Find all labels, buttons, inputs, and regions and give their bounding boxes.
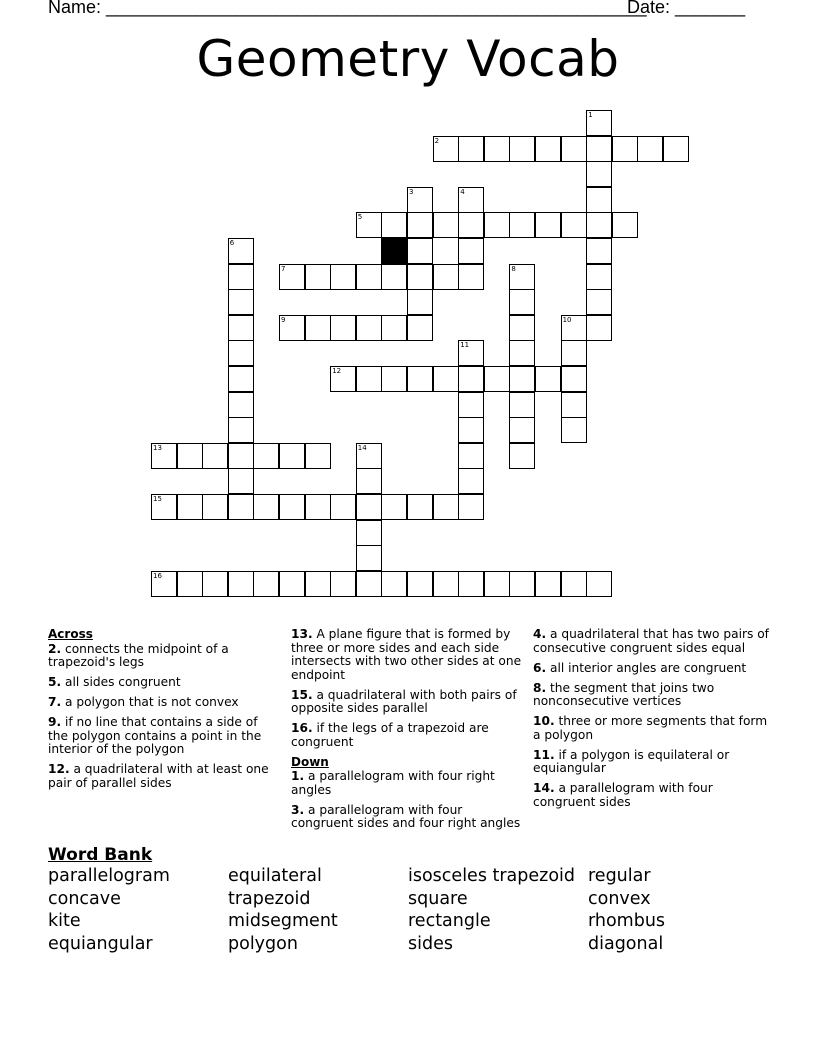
crossword-cell[interactable] bbox=[228, 468, 254, 494]
clue-across-9 bbox=[48, 716, 280, 757]
crossword-black-cell bbox=[381, 238, 407, 264]
clue-number: 10. bbox=[533, 714, 555, 728]
clue-text: a quadrilateral with at least one pair of parallel sides bbox=[48, 762, 269, 790]
crossword-cell[interactable] bbox=[458, 494, 484, 520]
crossword-cell[interactable] bbox=[151, 443, 177, 469]
clue-down-10 bbox=[533, 715, 769, 742]
word-bank-item: sides bbox=[408, 933, 453, 954]
crossword-cell[interactable] bbox=[177, 571, 203, 597]
crossword-cell[interactable] bbox=[356, 571, 382, 597]
crossword-cell[interactable] bbox=[381, 494, 407, 520]
crossword-cell[interactable] bbox=[305, 571, 331, 597]
word-bank-item: polygon bbox=[228, 933, 298, 954]
crossword-cell[interactable] bbox=[586, 238, 612, 264]
crossword-cell[interactable] bbox=[433, 136, 459, 162]
crossword-cell[interactable] bbox=[561, 366, 587, 392]
down-heading: Down bbox=[291, 754, 329, 769]
crossword-cell[interactable] bbox=[202, 571, 228, 597]
clue-number: 16. bbox=[291, 721, 313, 735]
crossword-cell[interactable] bbox=[509, 289, 535, 315]
crossword-cell[interactable] bbox=[561, 315, 587, 341]
word-bank-item: rhombus bbox=[588, 911, 666, 932]
crossword-cell[interactable] bbox=[484, 366, 510, 392]
crossword-cell[interactable] bbox=[561, 392, 587, 418]
crossword-cell[interactable] bbox=[228, 315, 254, 341]
clue-text: a parallelogram with four congruent sides bbox=[533, 781, 713, 809]
crossword-cell[interactable] bbox=[612, 136, 638, 162]
clue-number: 7. bbox=[48, 695, 62, 709]
crossword-clue-number: 11 bbox=[460, 341, 470, 350]
crossword-cell[interactable] bbox=[253, 443, 279, 469]
clue-across-12 bbox=[48, 763, 280, 790]
crossword-cell[interactable] bbox=[433, 366, 459, 392]
clue-text: a quadrilateral with both pairs of opposite sides parallel bbox=[291, 687, 517, 715]
clue-text: connects the midpoint of a trapezoid's legs bbox=[48, 641, 229, 669]
clue-text: A plane figure that is formed by three or more sides and each side intersects with two other sides at one endpoint bbox=[291, 627, 522, 682]
crossword-cell[interactable] bbox=[458, 417, 484, 443]
crossword-cell[interactable] bbox=[561, 417, 587, 443]
crossword-cell[interactable] bbox=[509, 212, 535, 238]
crossword-clue-number: 1 bbox=[588, 111, 593, 119]
crossword-cell[interactable] bbox=[279, 571, 305, 597]
crossword-clue-number: 15 bbox=[153, 495, 162, 503]
name-field-label: Name: ______________________________________________________ bbox=[48, 0, 647, 17]
crossword-cell[interactable] bbox=[279, 315, 305, 341]
clue-text: a parallelogram with four congruent sides and four right angles bbox=[291, 802, 521, 830]
crossword-cell[interactable] bbox=[458, 264, 484, 290]
crossword-clue-number: 9 bbox=[281, 315, 286, 324]
crossword-cell[interactable] bbox=[433, 571, 459, 597]
word-bank-item: kite bbox=[48, 911, 81, 932]
word-bank-title: Word Bank bbox=[48, 845, 153, 865]
crossword-cell[interactable] bbox=[458, 212, 484, 238]
clue-text: all sides congruent bbox=[65, 675, 181, 689]
crossword-cell[interactable] bbox=[586, 136, 612, 162]
crossword-cell[interactable] bbox=[381, 212, 407, 238]
crossword-cell[interactable] bbox=[228, 443, 254, 469]
clue-text: if the legs of a trapezoid are congruent bbox=[291, 721, 489, 749]
crossword-cell[interactable] bbox=[509, 136, 535, 162]
clue-text: a parallelogram with four right angles bbox=[291, 769, 495, 797]
crossword-cell[interactable] bbox=[535, 136, 561, 162]
crossword-cell[interactable] bbox=[509, 366, 535, 392]
crossword-cell[interactable] bbox=[561, 212, 587, 238]
clue-number: 12. bbox=[48, 762, 70, 776]
clue-text: if no line that contains a side of the polygon contains a point in the interior of the polygon bbox=[48, 715, 262, 756]
clue-across-5 bbox=[48, 676, 280, 690]
crossword-cell[interactable] bbox=[356, 468, 382, 494]
clues-column-1 bbox=[48, 628, 280, 797]
crossword-cell[interactable] bbox=[202, 494, 228, 520]
word-bank-item: diagonal bbox=[588, 933, 664, 954]
crossword-cell[interactable] bbox=[663, 136, 689, 162]
word-bank-item: regular bbox=[588, 866, 651, 886]
crossword-cell[interactable] bbox=[228, 238, 254, 264]
clues-column-3 bbox=[533, 628, 769, 816]
crossword-cell[interactable] bbox=[381, 315, 407, 341]
crossword-clue-number: 8 bbox=[511, 264, 516, 273]
word-bank-item: midsegment bbox=[228, 911, 338, 932]
crossword-cell[interactable] bbox=[407, 315, 433, 341]
crossword-cell[interactable] bbox=[458, 136, 484, 162]
crossword-cell[interactable] bbox=[458, 187, 484, 213]
crossword-cell[interactable] bbox=[484, 571, 510, 597]
crossword-clue-number: 5 bbox=[357, 213, 363, 222]
crossword-cell[interactable] bbox=[509, 417, 535, 443]
crossword-cell[interactable] bbox=[151, 571, 177, 597]
crossword-cell[interactable] bbox=[561, 136, 587, 162]
clue-text: the segment that joins two nonconsecutive vertices bbox=[533, 680, 715, 708]
crossword-cell[interactable] bbox=[228, 571, 254, 597]
crossword-cell[interactable] bbox=[356, 264, 382, 290]
clue-text: a polygon that is not convex bbox=[65, 695, 239, 709]
crossword-cell[interactable] bbox=[330, 494, 356, 520]
crossword-cell[interactable] bbox=[586, 187, 612, 213]
word-bank-item: parallelogram bbox=[48, 866, 170, 886]
crossword-cell[interactable] bbox=[586, 212, 612, 238]
crossword-cell[interactable] bbox=[177, 494, 203, 520]
crossword-clue-number: 14 bbox=[357, 443, 367, 452]
crossword-cell[interactable] bbox=[407, 238, 433, 264]
clue-across-2 bbox=[48, 643, 280, 670]
crossword-cell[interactable] bbox=[356, 494, 382, 520]
crossword-cell[interactable] bbox=[202, 443, 228, 469]
crossword-clue-number: 4 bbox=[460, 187, 465, 196]
date-field-label: Date: _______ bbox=[627, 0, 746, 17]
clue-down-8 bbox=[533, 682, 769, 709]
clue-number: 14. bbox=[533, 781, 555, 795]
clue-number: 4. bbox=[533, 627, 547, 641]
clue-number: 5. bbox=[48, 675, 62, 689]
crossword-cell[interactable] bbox=[305, 443, 331, 469]
word-bank bbox=[48, 866, 768, 956]
crossword-cell[interactable] bbox=[586, 264, 612, 290]
crossword-clue-number: 16 bbox=[153, 571, 162, 580]
crossword-clue-number: 2 bbox=[434, 136, 440, 145]
crossword-clue-number: 12 bbox=[332, 367, 342, 375]
word-bank-item: concave bbox=[48, 888, 121, 909]
crossword-cell[interactable] bbox=[228, 417, 254, 443]
crossword-cell[interactable] bbox=[228, 264, 254, 290]
crossword-cell[interactable] bbox=[356, 520, 382, 546]
clue-number: 1. bbox=[291, 769, 305, 783]
word-bank-item: convex bbox=[588, 888, 651, 909]
crossword-cell[interactable] bbox=[407, 212, 433, 238]
crossword-cell[interactable] bbox=[509, 340, 535, 366]
crossword-cell[interactable] bbox=[305, 315, 331, 341]
crossword-cell[interactable] bbox=[253, 571, 279, 597]
crossword-cell[interactable] bbox=[228, 494, 254, 520]
crossword-cell[interactable] bbox=[407, 494, 433, 520]
crossword-cell[interactable] bbox=[458, 392, 484, 418]
clue-number: 8. bbox=[533, 680, 547, 695]
crossword-cell[interactable] bbox=[535, 571, 561, 597]
crossword-cell[interactable] bbox=[407, 289, 433, 315]
clue-across-7 bbox=[48, 696, 280, 710]
crossword-cell[interactable] bbox=[407, 187, 433, 213]
crossword-cell[interactable] bbox=[407, 264, 433, 290]
word-bank-item: isosceles trapezoid bbox=[408, 866, 576, 886]
crossword-cell[interactable] bbox=[356, 443, 382, 469]
crossword-cell[interactable] bbox=[612, 212, 638, 238]
word-bank-item: rectangle bbox=[408, 911, 491, 932]
crossword-cell[interactable] bbox=[433, 212, 459, 238]
crossword-cell[interactable] bbox=[535, 212, 561, 238]
page-title: Geometry Vocab bbox=[196, 30, 620, 88]
crossword-cell[interactable] bbox=[253, 494, 279, 520]
crossword-cell[interactable] bbox=[535, 366, 561, 392]
crossword-cell[interactable] bbox=[484, 212, 510, 238]
word-bank-item: trapezoid bbox=[228, 888, 311, 909]
crossword-cell[interactable] bbox=[356, 212, 382, 238]
clue-text: three or more segments that form a polygon bbox=[533, 714, 768, 742]
crossword-cell[interactable] bbox=[330, 315, 356, 341]
crossword-cell[interactable] bbox=[279, 264, 305, 290]
crossword-cell[interactable] bbox=[356, 366, 382, 392]
crossword-cell[interactable] bbox=[509, 443, 535, 469]
crossword-cell[interactable] bbox=[509, 571, 535, 597]
clue-text: if a polygon is equilateral or equiangular bbox=[533, 747, 730, 775]
crossword-clue-number: 7 bbox=[281, 264, 286, 273]
crossword-cell[interactable] bbox=[509, 315, 535, 341]
crossword-cell[interactable] bbox=[228, 392, 254, 418]
crossword-clue-number: 10 bbox=[562, 315, 572, 324]
crossword-cell[interactable] bbox=[433, 264, 459, 290]
crossword-cell[interactable] bbox=[356, 315, 382, 341]
crossword-cell[interactable] bbox=[433, 494, 459, 520]
crossword-cell[interactable] bbox=[458, 238, 484, 264]
word-bank-item: equiangular bbox=[48, 933, 153, 954]
crossword-cell[interactable] bbox=[586, 161, 612, 187]
clue-text: a quadrilateral that has two pairs of consecutive congruent sides equal bbox=[533, 627, 769, 655]
clue-down-14 bbox=[533, 782, 769, 809]
crossword-cell[interactable] bbox=[586, 315, 612, 341]
crossword-cell[interactable] bbox=[330, 264, 356, 290]
crossword-clue-number: 13 bbox=[153, 443, 162, 452]
crossword-cell[interactable] bbox=[586, 571, 612, 597]
crossword-cell[interactable] bbox=[637, 136, 663, 162]
crossword-cell[interactable] bbox=[509, 264, 535, 290]
clue-number: 11. bbox=[533, 747, 555, 762]
crossword-cell[interactable] bbox=[228, 289, 254, 315]
clue-down-1 bbox=[291, 770, 527, 797]
clue-number: 13. bbox=[291, 627, 313, 641]
crossword-cell[interactable] bbox=[561, 340, 587, 366]
crossword-cell[interactable] bbox=[586, 110, 612, 136]
crossword-cell[interactable] bbox=[381, 571, 407, 597]
crossword-cell[interactable] bbox=[305, 494, 331, 520]
clue-down-3 bbox=[291, 804, 527, 831]
crossword-cell[interactable] bbox=[407, 366, 433, 392]
clue-across-15 bbox=[291, 689, 527, 716]
crossword-cell[interactable] bbox=[305, 264, 331, 290]
crossword-cell[interactable] bbox=[330, 571, 356, 597]
crossword-cell[interactable] bbox=[458, 443, 484, 469]
clue-across-13 bbox=[291, 628, 527, 682]
clue-down-6 bbox=[533, 662, 769, 676]
crossword-cell[interactable] bbox=[356, 545, 382, 571]
crossword-cell[interactable] bbox=[458, 571, 484, 597]
crossword-clue-number: 6 bbox=[229, 239, 235, 247]
clue-number: 9. bbox=[48, 715, 62, 729]
crossword-cell[interactable] bbox=[458, 468, 484, 494]
crossword-cell[interactable] bbox=[330, 366, 356, 392]
word-bank-item: equilateral bbox=[228, 866, 322, 886]
clue-number: 6. bbox=[533, 660, 547, 675]
crossword-cell[interactable] bbox=[279, 494, 305, 520]
word-bank-item: square bbox=[408, 888, 468, 909]
crossword-cell[interactable] bbox=[279, 443, 305, 469]
clue-text: all interior angles are congruent bbox=[550, 660, 747, 675]
crossword-cell[interactable] bbox=[228, 340, 254, 366]
crossword-cell[interactable] bbox=[228, 366, 254, 392]
crossword-cell[interactable] bbox=[458, 340, 484, 366]
crossword-cell[interactable] bbox=[586, 289, 612, 315]
across-heading: Across bbox=[48, 627, 93, 641]
clue-number: 3. bbox=[291, 802, 305, 817]
crossword-cell[interactable] bbox=[484, 136, 510, 162]
crossword-cell[interactable] bbox=[458, 366, 484, 392]
clue-down-4 bbox=[533, 628, 769, 655]
clues-column-2 bbox=[291, 628, 527, 837]
clue-down-11 bbox=[533, 749, 769, 776]
crossword-cell[interactable] bbox=[381, 264, 407, 290]
crossword-clue-number: 3 bbox=[409, 187, 414, 196]
clue-number: 15. bbox=[291, 687, 313, 702]
crossword-cell[interactable] bbox=[561, 571, 587, 597]
clue-across-16 bbox=[291, 722, 527, 749]
clue-number: 2. bbox=[48, 641, 62, 656]
crossword-cell[interactable] bbox=[407, 571, 433, 597]
crossword-cell[interactable] bbox=[177, 443, 203, 469]
crossword-cell[interactable] bbox=[381, 366, 407, 392]
crossword-cell[interactable] bbox=[151, 494, 177, 520]
crossword-cell[interactable] bbox=[509, 392, 535, 418]
